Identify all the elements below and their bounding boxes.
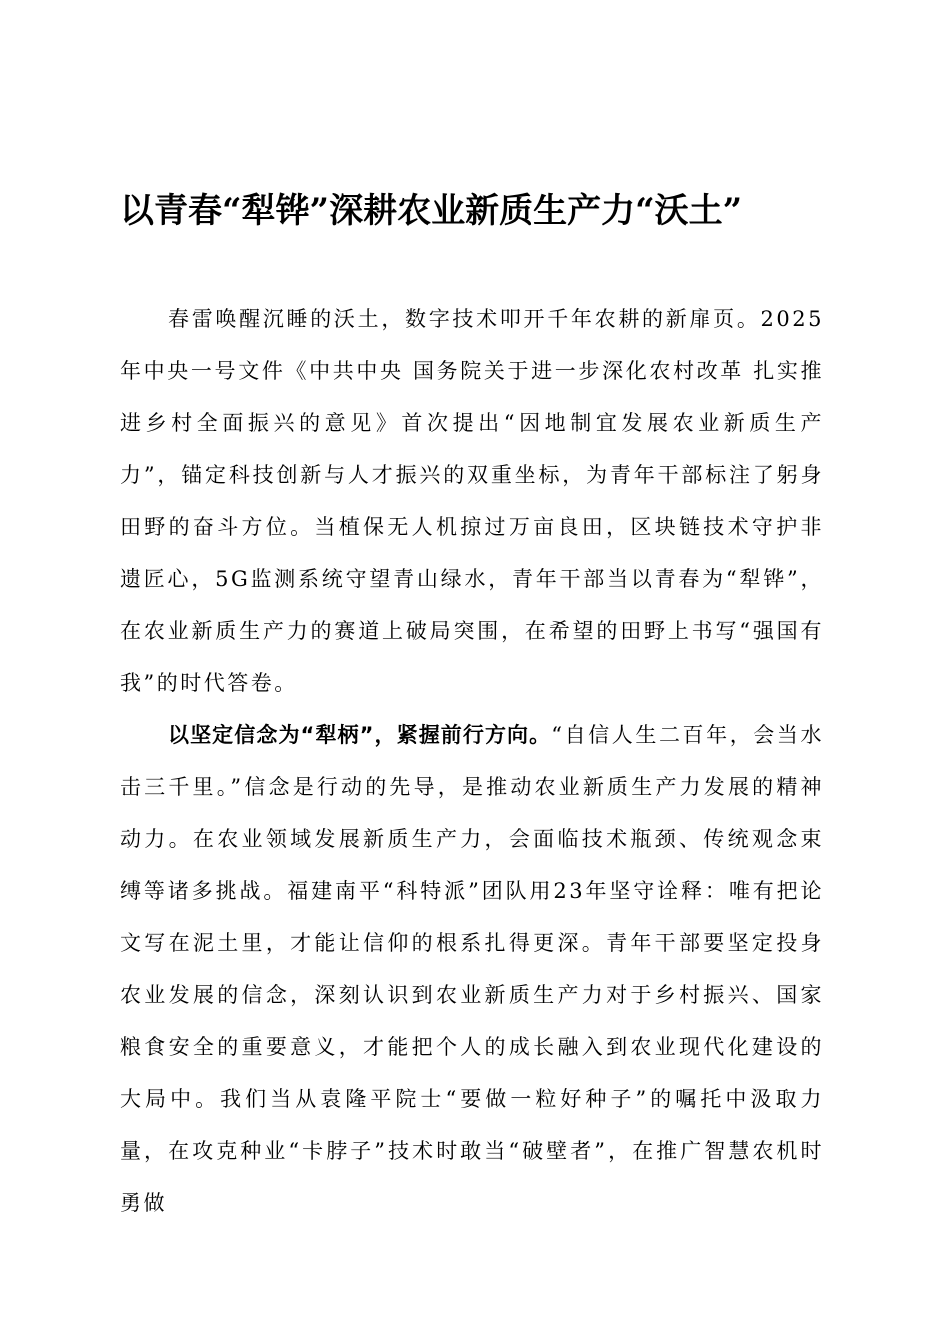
paragraph-2-text: “自信人生二百年，会当水击三千里。”信念是行动的先导，是推动农业新质生产力发展的精神动力。在农业领域发展新质生产力，会面临技术瓶颈、传统观念束缚等诸多挑战。福建南平“科特派”团队用23年坚守诠释：唯有把论文写在泥土里，才能让信仰的根系扎得更深。青年干部要坚定投身农业发展的信念，深刻认识到农业新质生产力对于乡村振兴、国家粮食安全的重要意义，才能把个人的成长融入到农业现代化建设的大局中。我们当从袁隆平院士“要做一粒好种子”的嘱托中汲取力量，在攻克种业“卡脖子”技术时敢当“破壁者”，在推广智慧农机时勇做 [120,723,824,1215]
paragraph-1 [120,293,824,709]
paragraph-1-text: 春雷唤醒沉睡的沃土，数字技术叩开千年农耕的新扉页。2025年中央一号文件《中共中央 国务院关于进一步深化农村改革 扎实推进乡村全面振兴的意见》首次提出“因地制宜发展农业新质生产力”，锚定科技创新与人才振兴的双重坐标，为青年干部标注了躬身田野的奋斗方位。当植保无人机掠过万亩良田，区块链技术守护非遗匠心，5G监测系统守望青山绿水，青年干部当以青春为“犁铧”，在农业新质生产力的赛道上破局突围，在希望的田野上书写“强国有我”的时代答卷。 [120,307,824,695]
document-title: 以青春“犁铧”深耕农业新质生产力“沃土” [120,191,743,231]
document-body [120,293,824,1229]
paragraph-2-lead: 以坚定信念为“犁柄”，紧握前行方向。 [168,723,552,747]
paragraph-2 [120,709,824,1229]
